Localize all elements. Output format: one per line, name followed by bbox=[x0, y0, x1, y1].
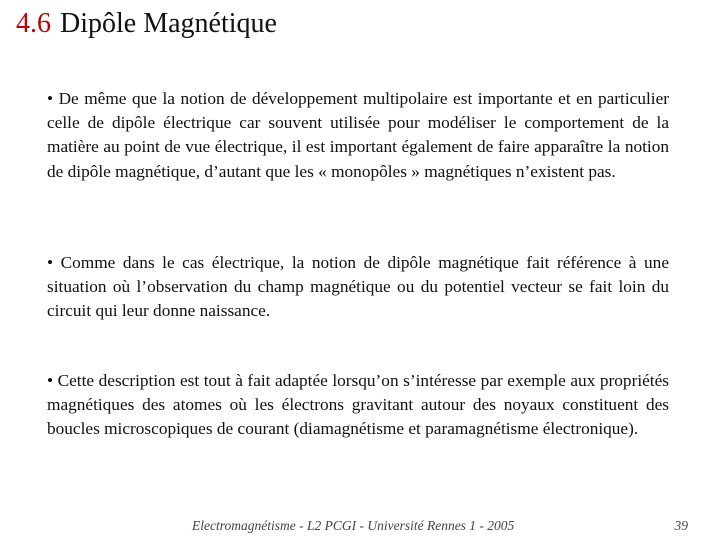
bullet-paragraph-1: • De même que la notion de développement multipolaire est importante et en particulier celle de dipôle électrique car souvent utilisée pour modéliser le comportement de la matière au point de vue électrique, il est important également de faire apparaître la notion de dipôle magnétique, d’autant que les « monopôles » magnétiques n’existent pas. bbox=[47, 89, 669, 181]
bullet-paragraph-2: • Comme dans le cas électrique, la notion de dipôle magnétique fait référence à une situation où l’observation du champ magnétique ou du potentiel vecteur se fait loin du circuit qui leur donne naissance. bbox=[47, 253, 669, 321]
section-number: 4.6 bbox=[16, 8, 51, 39]
footer-text: Electromagnétisme - L2 PCGI - Université Rennes 1 - 2005 bbox=[192, 518, 515, 533]
slide-title bbox=[16, 4, 277, 44]
page-number: 39 bbox=[674, 518, 688, 533]
bullet-paragraph-3: • Cette description est tout à fait adaptée lorsqu’on s’intéresse par exemple aux propriétés magnétiques des atomes où les électrons gravitant autour des noyaux constituent des boucles microscopiques de courant (diamagnétisme et paramagnétisme électronique). bbox=[47, 371, 669, 439]
title-text: Dipôle Magnétique bbox=[60, 8, 277, 39]
